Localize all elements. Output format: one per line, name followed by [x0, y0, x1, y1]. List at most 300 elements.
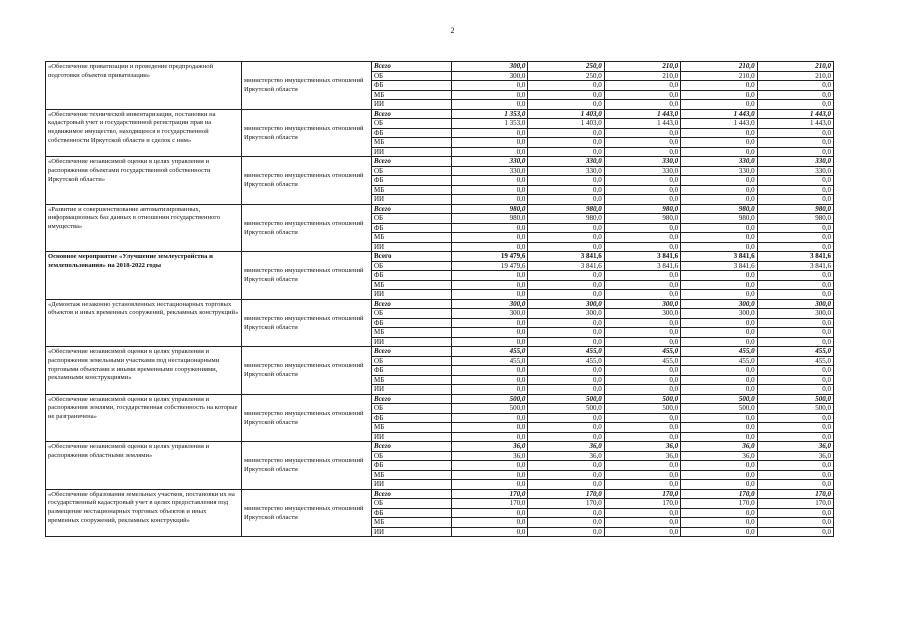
- amount-cell: 300,0: [757, 299, 833, 309]
- amount-cell: 300,0: [681, 309, 757, 319]
- amount-cell: 19 479,6: [452, 252, 528, 262]
- amount-cell: 980,0: [681, 214, 757, 224]
- amount-cell: 3 841,6: [757, 252, 833, 262]
- amount-cell: 0,0: [604, 185, 680, 195]
- funding-source-cell: ОБ: [372, 451, 452, 461]
- funding-source-cell: ИИ: [372, 147, 452, 157]
- activity-name-cell: «Обеспечение независимой оценки в целях управления и распоряжения объектами государственной собственности Иркутской области»: [46, 157, 242, 205]
- amount-cell: 0,0: [757, 318, 833, 328]
- amount-cell: 980,0: [528, 214, 604, 224]
- amount-cell: 3 841,6: [681, 252, 757, 262]
- table-row-total: [46, 299, 834, 309]
- amount-cell: 330,0: [452, 166, 528, 176]
- amount-cell: 0,0: [757, 480, 833, 490]
- funding-source-cell: ОБ: [372, 356, 452, 366]
- amount-cell: 170,0: [528, 499, 604, 509]
- amount-cell: 0,0: [757, 385, 833, 395]
- amount-cell: 0,0: [604, 470, 680, 480]
- amount-cell: 0,0: [681, 470, 757, 480]
- amount-cell: 0,0: [681, 176, 757, 186]
- amount-cell: 0,0: [681, 242, 757, 252]
- funding-source-cell: ФБ: [372, 318, 452, 328]
- amount-cell: 0,0: [757, 508, 833, 518]
- amount-cell: 0,0: [528, 527, 604, 537]
- amount-cell: 0,0: [528, 100, 604, 110]
- amount-cell: 250,0: [528, 62, 604, 72]
- amount-cell: 36,0: [681, 451, 757, 461]
- budget-table-body: [46, 62, 834, 537]
- amount-cell: 36,0: [528, 451, 604, 461]
- amount-cell: 0,0: [681, 328, 757, 338]
- amount-cell: 0,0: [757, 176, 833, 186]
- amount-cell: 980,0: [604, 214, 680, 224]
- funding-source-cell: ИИ: [372, 385, 452, 395]
- amount-cell: 0,0: [452, 461, 528, 471]
- amount-cell: 0,0: [528, 233, 604, 243]
- amount-cell: 0,0: [681, 185, 757, 195]
- amount-cell: 500,0: [528, 404, 604, 414]
- amount-cell: 330,0: [757, 157, 833, 167]
- amount-cell: 170,0: [604, 499, 680, 509]
- amount-cell: 36,0: [681, 442, 757, 452]
- amount-cell: 0,0: [452, 337, 528, 347]
- amount-cell: 0,0: [757, 461, 833, 471]
- amount-cell: 0,0: [757, 470, 833, 480]
- amount-cell: 3 841,6: [757, 261, 833, 271]
- amount-cell: 0,0: [757, 413, 833, 423]
- amount-cell: 0,0: [604, 195, 680, 205]
- amount-cell: 455,0: [604, 356, 680, 366]
- amount-cell: 1 403,0: [528, 119, 604, 129]
- amount-cell: 0,0: [681, 432, 757, 442]
- amount-cell: 0,0: [452, 432, 528, 442]
- amount-cell: 0,0: [452, 385, 528, 395]
- funding-source-cell: МБ: [372, 328, 452, 338]
- funding-source-cell: Всего: [372, 62, 452, 72]
- funding-source-cell: Всего: [372, 252, 452, 262]
- amount-cell: 0,0: [452, 138, 528, 148]
- funding-source-cell: ИИ: [372, 527, 452, 537]
- funding-source-cell: ФБ: [372, 81, 452, 91]
- funding-source-cell: МБ: [372, 185, 452, 195]
- amount-cell: 455,0: [452, 347, 528, 357]
- amount-cell: 0,0: [757, 90, 833, 100]
- amount-cell: 330,0: [681, 166, 757, 176]
- amount-cell: 0,0: [452, 290, 528, 300]
- table-row-total: [46, 394, 834, 404]
- amount-cell: 0,0: [681, 128, 757, 138]
- amount-cell: 0,0: [452, 128, 528, 138]
- amount-cell: 170,0: [757, 489, 833, 499]
- amount-cell: 0,0: [452, 90, 528, 100]
- amount-cell: 210,0: [681, 71, 757, 81]
- funding-source-cell: МБ: [372, 233, 452, 243]
- amount-cell: 300,0: [452, 62, 528, 72]
- funding-source-cell: ИИ: [372, 432, 452, 442]
- amount-cell: 0,0: [452, 280, 528, 290]
- responsible-cell: министерство имущественных отношений Иркутской области: [242, 204, 372, 252]
- amount-cell: 0,0: [681, 518, 757, 528]
- amount-cell: 0,0: [604, 480, 680, 490]
- table-row-total: [46, 347, 834, 357]
- amount-cell: 455,0: [452, 356, 528, 366]
- amount-cell: 980,0: [452, 214, 528, 224]
- amount-cell: 1 443,0: [757, 109, 833, 119]
- amount-cell: 0,0: [681, 81, 757, 91]
- responsible-cell: министерство имущественных отношений Иркутской области: [242, 347, 372, 395]
- table-row-total: [46, 62, 834, 72]
- funding-source-cell: ИИ: [372, 337, 452, 347]
- amount-cell: 330,0: [757, 166, 833, 176]
- funding-source-cell: Всего: [372, 299, 452, 309]
- amount-cell: 500,0: [757, 394, 833, 404]
- amount-cell: 0,0: [452, 81, 528, 91]
- activity-name-cell: «Обеспечение независимой оценки в целях управления и распоряжения земельными участками под нестационарными торговыми объектами и иными временными сооружениями, рекламными конструкциями»: [46, 347, 242, 395]
- amount-cell: 500,0: [681, 394, 757, 404]
- amount-cell: 36,0: [452, 451, 528, 461]
- amount-cell: 0,0: [604, 138, 680, 148]
- amount-cell: 300,0: [604, 309, 680, 319]
- amount-cell: 0,0: [681, 337, 757, 347]
- amount-cell: 0,0: [528, 337, 604, 347]
- amount-cell: 455,0: [681, 347, 757, 357]
- table-row-total: [46, 442, 834, 452]
- amount-cell: 500,0: [452, 394, 528, 404]
- amount-cell: 0,0: [681, 413, 757, 423]
- amount-cell: 0,0: [681, 138, 757, 148]
- amount-cell: 0,0: [604, 366, 680, 376]
- funding-source-cell: МБ: [372, 90, 452, 100]
- amount-cell: 0,0: [757, 375, 833, 385]
- amount-cell: 0,0: [452, 242, 528, 252]
- amount-cell: 330,0: [528, 166, 604, 176]
- funding-source-cell: ОБ: [372, 499, 452, 509]
- funding-source-cell: Всего: [372, 109, 452, 119]
- amount-cell: 0,0: [681, 223, 757, 233]
- amount-cell: 0,0: [604, 432, 680, 442]
- amount-cell: 0,0: [528, 375, 604, 385]
- amount-cell: 500,0: [452, 404, 528, 414]
- amount-cell: 0,0: [528, 328, 604, 338]
- amount-cell: 300,0: [528, 299, 604, 309]
- amount-cell: 0,0: [528, 185, 604, 195]
- amount-cell: 980,0: [528, 204, 604, 214]
- amount-cell: 0,0: [681, 147, 757, 157]
- amount-cell: 0,0: [528, 432, 604, 442]
- amount-cell: 0,0: [604, 518, 680, 528]
- amount-cell: 300,0: [681, 299, 757, 309]
- amount-cell: 170,0: [681, 499, 757, 509]
- amount-cell: 980,0: [757, 214, 833, 224]
- amount-cell: 330,0: [604, 166, 680, 176]
- amount-cell: 0,0: [604, 508, 680, 518]
- amount-cell: 0,0: [757, 81, 833, 91]
- amount-cell: 0,0: [604, 423, 680, 433]
- amount-cell: 0,0: [528, 128, 604, 138]
- amount-cell: 500,0: [528, 394, 604, 404]
- amount-cell: 0,0: [757, 147, 833, 157]
- amount-cell: 0,0: [604, 90, 680, 100]
- amount-cell: 0,0: [604, 337, 680, 347]
- amount-cell: 0,0: [604, 100, 680, 110]
- funding-source-cell: Всего: [372, 157, 452, 167]
- amount-cell: 36,0: [604, 451, 680, 461]
- amount-cell: 0,0: [757, 328, 833, 338]
- page-number: 2: [450, 26, 455, 35]
- funding-source-cell: ФБ: [372, 271, 452, 281]
- funding-source-cell: ФБ: [372, 413, 452, 423]
- amount-cell: 0,0: [681, 385, 757, 395]
- table-row-total: [46, 204, 834, 214]
- amount-cell: 0,0: [528, 461, 604, 471]
- amount-cell: 455,0: [528, 356, 604, 366]
- funding-source-cell: Всего: [372, 394, 452, 404]
- amount-cell: 0,0: [757, 527, 833, 537]
- amount-cell: 1 443,0: [757, 119, 833, 129]
- amount-cell: 0,0: [757, 366, 833, 376]
- amount-cell: 0,0: [528, 508, 604, 518]
- amount-cell: 0,0: [528, 223, 604, 233]
- amount-cell: 0,0: [757, 185, 833, 195]
- amount-cell: 330,0: [604, 157, 680, 167]
- amount-cell: 0,0: [604, 81, 680, 91]
- amount-cell: 0,0: [452, 527, 528, 537]
- amount-cell: 0,0: [528, 81, 604, 91]
- amount-cell: 0,0: [681, 480, 757, 490]
- amount-cell: 0,0: [757, 432, 833, 442]
- responsible-cell: министерство имущественных отношений Иркутской области: [242, 109, 372, 157]
- amount-cell: 300,0: [604, 299, 680, 309]
- amount-cell: 300,0: [528, 309, 604, 319]
- amount-cell: 0,0: [452, 147, 528, 157]
- amount-cell: 455,0: [757, 347, 833, 357]
- amount-cell: 1 403,0: [528, 109, 604, 119]
- amount-cell: 1 443,0: [681, 109, 757, 119]
- amount-cell: 0,0: [452, 470, 528, 480]
- amount-cell: 0,0: [528, 385, 604, 395]
- amount-cell: 300,0: [452, 71, 528, 81]
- amount-cell: 0,0: [681, 375, 757, 385]
- funding-source-cell: ФБ: [372, 461, 452, 471]
- amount-cell: 0,0: [528, 242, 604, 252]
- amount-cell: 0,0: [452, 366, 528, 376]
- amount-cell: 0,0: [681, 423, 757, 433]
- amount-cell: 1 353,0: [452, 109, 528, 119]
- amount-cell: 170,0: [452, 489, 528, 499]
- amount-cell: 3 841,6: [528, 252, 604, 262]
- funding-source-cell: МБ: [372, 423, 452, 433]
- funding-source-cell: ФБ: [372, 176, 452, 186]
- amount-cell: 0,0: [604, 242, 680, 252]
- amount-cell: 0,0: [757, 337, 833, 347]
- amount-cell: 0,0: [604, 233, 680, 243]
- amount-cell: 36,0: [528, 442, 604, 452]
- table-row-total: [46, 252, 834, 262]
- amount-cell: 210,0: [757, 62, 833, 72]
- amount-cell: 0,0: [452, 508, 528, 518]
- amount-cell: 1 443,0: [604, 119, 680, 129]
- amount-cell: 3 841,6: [681, 261, 757, 271]
- amount-cell: 0,0: [757, 233, 833, 243]
- amount-cell: 0,0: [681, 461, 757, 471]
- responsible-cell: министерство имущественных отношений Иркутской области: [242, 252, 372, 300]
- amount-cell: 0,0: [604, 128, 680, 138]
- amount-cell: 210,0: [604, 62, 680, 72]
- amount-cell: 210,0: [681, 62, 757, 72]
- funding-source-cell: Всего: [372, 204, 452, 214]
- amount-cell: 0,0: [528, 138, 604, 148]
- funding-source-cell: МБ: [372, 470, 452, 480]
- activity-name-cell: «Обеспечение приватизации и проведение предпродажной подготовки объектов приватизации»: [46, 62, 242, 110]
- amount-cell: 36,0: [604, 442, 680, 452]
- amount-cell: 0,0: [604, 375, 680, 385]
- amount-cell: 455,0: [604, 347, 680, 357]
- amount-cell: 0,0: [757, 280, 833, 290]
- amount-cell: 0,0: [528, 470, 604, 480]
- activity-name-cell: «Обеспечение технической инвентаризации, постановки на кадастровый учет и государственной регистрации прав на недвижимое имущество, находящееся в государственной собственности Иркутской области и сделок с ним»: [46, 109, 242, 157]
- amount-cell: 455,0: [681, 356, 757, 366]
- amount-cell: 500,0: [681, 404, 757, 414]
- amount-cell: 0,0: [604, 527, 680, 537]
- amount-cell: 0,0: [604, 147, 680, 157]
- funding-source-cell: ФБ: [372, 366, 452, 376]
- amount-cell: 500,0: [757, 404, 833, 414]
- amount-cell: 330,0: [528, 157, 604, 167]
- amount-cell: 0,0: [452, 375, 528, 385]
- amount-cell: 0,0: [452, 100, 528, 110]
- amount-cell: 455,0: [757, 356, 833, 366]
- funding-source-cell: ОБ: [372, 119, 452, 129]
- amount-cell: 0,0: [452, 518, 528, 528]
- amount-cell: 0,0: [452, 185, 528, 195]
- amount-cell: 0,0: [528, 195, 604, 205]
- amount-cell: 980,0: [452, 204, 528, 214]
- funding-source-cell: ФБ: [372, 508, 452, 518]
- amount-cell: 0,0: [452, 176, 528, 186]
- activity-name-cell: «Обеспечение независимой оценки в целях управления и распоряжения землями, государственная собственность на которые не разграничена»: [46, 394, 242, 442]
- amount-cell: 0,0: [757, 100, 833, 110]
- funding-source-cell: МБ: [372, 518, 452, 528]
- funding-source-cell: ИИ: [372, 480, 452, 490]
- responsible-cell: министерство имущественных отношений Иркутской области: [242, 394, 372, 442]
- amount-cell: 0,0: [681, 508, 757, 518]
- table-row-total: [46, 109, 834, 119]
- amount-cell: 300,0: [452, 299, 528, 309]
- amount-cell: 0,0: [528, 176, 604, 186]
- funding-source-cell: ОБ: [372, 214, 452, 224]
- amount-cell: 0,0: [528, 280, 604, 290]
- amount-cell: 0,0: [604, 176, 680, 186]
- amount-cell: 170,0: [681, 489, 757, 499]
- amount-cell: 0,0: [681, 318, 757, 328]
- funding-source-cell: ОБ: [372, 404, 452, 414]
- funding-source-cell: ИИ: [372, 290, 452, 300]
- activity-name-cell: Основное мероприятие «Улучшение землеустройства и землепользования» на 2018-2022 годы: [46, 252, 242, 300]
- amount-cell: 0,0: [604, 280, 680, 290]
- amount-cell: 0,0: [757, 290, 833, 300]
- funding-source-cell: ФБ: [372, 223, 452, 233]
- amount-cell: 3 841,6: [604, 252, 680, 262]
- amount-cell: 0,0: [528, 271, 604, 281]
- amount-cell: 36,0: [757, 442, 833, 452]
- amount-cell: 0,0: [604, 328, 680, 338]
- funding-source-cell: ИИ: [372, 100, 452, 110]
- amount-cell: 0,0: [681, 90, 757, 100]
- amount-cell: 0,0: [528, 518, 604, 528]
- amount-cell: 980,0: [604, 204, 680, 214]
- activity-name-cell: «Обеспечение независимой оценки в целях управления и распоряжения областными землями»: [46, 442, 242, 490]
- amount-cell: 0,0: [757, 423, 833, 433]
- amount-cell: 980,0: [681, 204, 757, 214]
- budget-table: [45, 61, 834, 537]
- amount-cell: 330,0: [452, 157, 528, 167]
- activity-name-cell: «Обеспечение образования земельных участков, постановки их на государственный кадастровый учет в целях предоставления под размещение нестационарных торговых объектов и иных временных сооружений, рекламных конструкций»: [46, 489, 242, 537]
- amount-cell: 0,0: [604, 271, 680, 281]
- responsible-cell: министерство имущественных отношений Иркутской области: [242, 157, 372, 205]
- funding-source-cell: ИИ: [372, 242, 452, 252]
- amount-cell: 300,0: [757, 309, 833, 319]
- funding-source-cell: ОБ: [372, 71, 452, 81]
- amount-cell: 0,0: [681, 366, 757, 376]
- amount-cell: 0,0: [681, 271, 757, 281]
- amount-cell: 300,0: [452, 309, 528, 319]
- amount-cell: 36,0: [452, 442, 528, 452]
- amount-cell: 0,0: [681, 290, 757, 300]
- funding-source-cell: МБ: [372, 138, 452, 148]
- amount-cell: 500,0: [604, 404, 680, 414]
- amount-cell: 170,0: [452, 499, 528, 509]
- responsible-cell: министерство имущественных отношений Иркутской области: [242, 62, 372, 110]
- amount-cell: 0,0: [528, 413, 604, 423]
- funding-source-cell: ОБ: [372, 261, 452, 271]
- funding-source-cell: Всего: [372, 489, 452, 499]
- amount-cell: 0,0: [757, 223, 833, 233]
- amount-cell: 0,0: [528, 147, 604, 157]
- amount-cell: 0,0: [757, 128, 833, 138]
- amount-cell: 0,0: [604, 413, 680, 423]
- amount-cell: 0,0: [757, 242, 833, 252]
- amount-cell: 0,0: [528, 290, 604, 300]
- activity-name-cell: «Демонтаж незаконно установленных нестационарных торговых объектов и иных временных сооружений, рекламных конструкций»: [46, 299, 242, 347]
- amount-cell: 0,0: [681, 195, 757, 205]
- amount-cell: 0,0: [604, 385, 680, 395]
- amount-cell: 0,0: [528, 423, 604, 433]
- responsible-cell: министерство имущественных отношений Иркутской области: [242, 489, 372, 537]
- amount-cell: 0,0: [681, 233, 757, 243]
- amount-cell: 980,0: [757, 204, 833, 214]
- amount-cell: 0,0: [681, 280, 757, 290]
- amount-cell: 19 479,6: [452, 261, 528, 271]
- amount-cell: 0,0: [757, 195, 833, 205]
- amount-cell: 0,0: [681, 100, 757, 110]
- amount-cell: 455,0: [528, 347, 604, 357]
- amount-cell: 0,0: [452, 233, 528, 243]
- funding-source-cell: ОБ: [372, 309, 452, 319]
- amount-cell: 0,0: [452, 423, 528, 433]
- funding-source-cell: ОБ: [372, 166, 452, 176]
- amount-cell: 1 353,0: [452, 119, 528, 129]
- amount-cell: 0,0: [757, 271, 833, 281]
- amount-cell: 0,0: [452, 223, 528, 233]
- amount-cell: 0,0: [452, 328, 528, 338]
- amount-cell: 0,0: [604, 318, 680, 328]
- amount-cell: 210,0: [604, 71, 680, 81]
- amount-cell: 1 443,0: [681, 119, 757, 129]
- amount-cell: 0,0: [452, 195, 528, 205]
- amount-cell: 170,0: [757, 499, 833, 509]
- amount-cell: 0,0: [604, 461, 680, 471]
- amount-cell: 1 443,0: [604, 109, 680, 119]
